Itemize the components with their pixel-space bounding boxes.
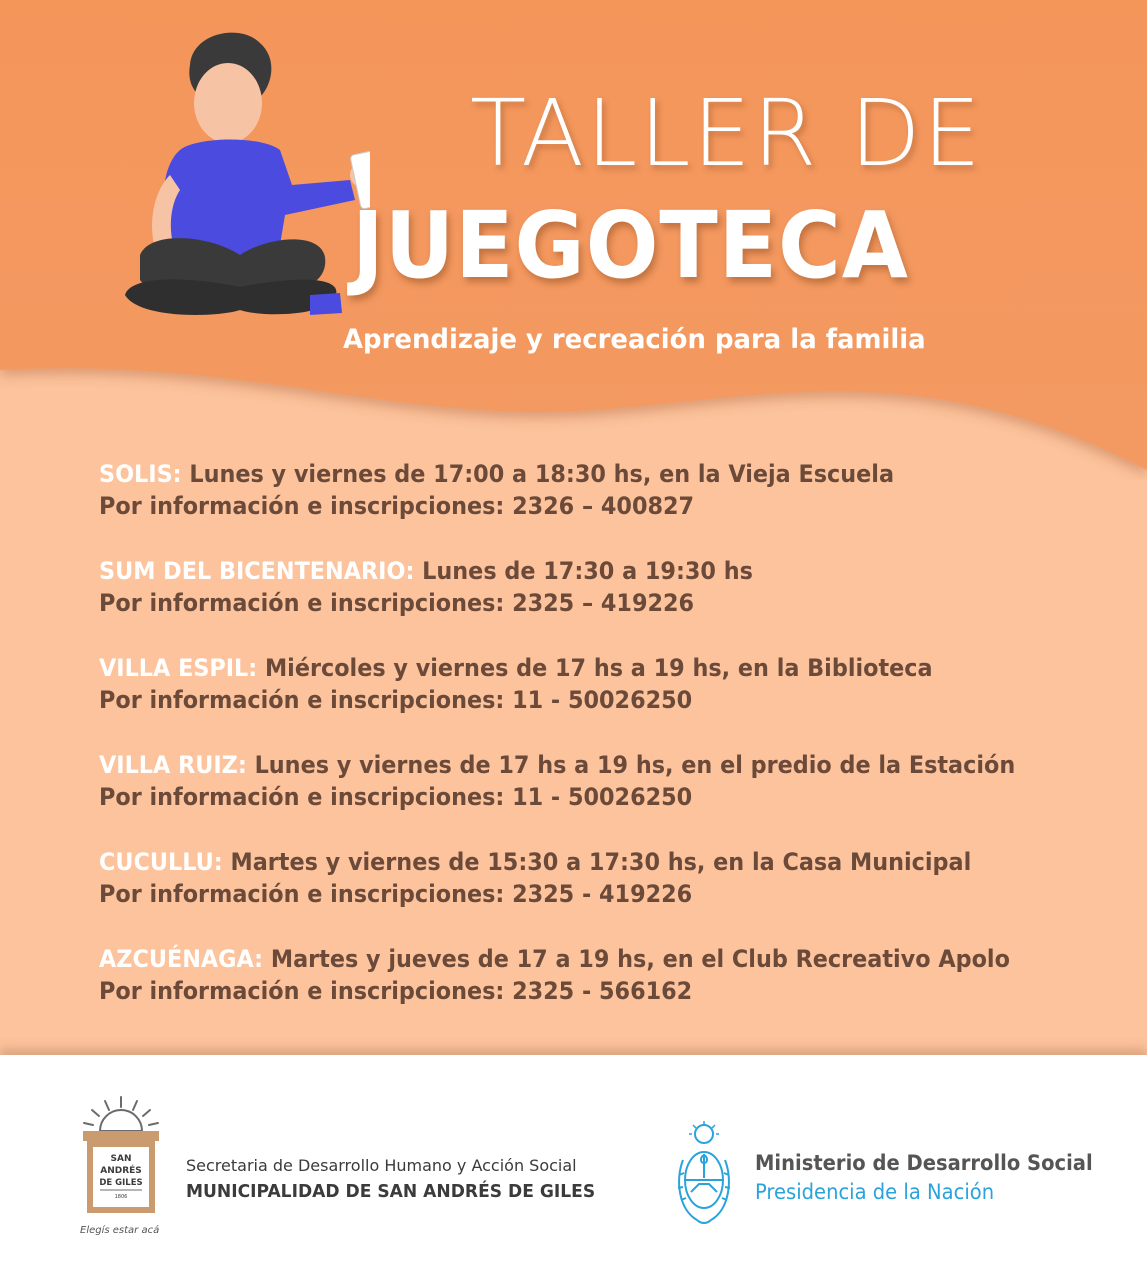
schedule-detail: Martes y jueves de 17 a 19 hs, en el Club Recreativo Apolo [270, 945, 1010, 973]
schedule-detail-line [99, 749, 1029, 781]
schedule-entry-cucullu [99, 846, 1099, 910]
contact-line: Por información e inscripciones: 11 - 50026250 [99, 686, 693, 714]
presidencia-text: Presidencia de la Nación [755, 1180, 995, 1204]
schedule-entry-azcuenaga [99, 943, 1099, 1007]
child-playing-illustration [110, 25, 370, 335]
schedule-detail: Lunes y viernes de 17 hs a 19 hs, en el predio de la Estación [254, 751, 1016, 779]
schedule-entry-villa-espil [99, 652, 1099, 716]
contact-line: Por información e inscripciones: 11 - 50026250 [99, 783, 693, 811]
schedule-detail: Lunes de 17:30 a 19:30 hs [422, 557, 753, 585]
contact-line: Por información e inscripciones: 2325 - 566162 [99, 977, 693, 1005]
title-line-1: TALLER DE [470, 80, 983, 187]
schedule-detail-line [99, 652, 1029, 684]
schedule-entry-sum-del-bicentenario [99, 555, 1099, 619]
place-name: SOLIS: [99, 460, 182, 488]
logo-caption: Elegís estar acá [80, 1225, 160, 1236]
contact-line: Por información e inscripciones: 2325 - 419226 [99, 880, 693, 908]
schedule-detail-line [99, 555, 1029, 587]
national-coat-of-arms-icon [675, 1120, 733, 1230]
municipalidad-text: MUNICIPALIDAD DE SAN ANDRÉS DE GILES [186, 1181, 596, 1202]
ministerio-text: Ministerio de Desarrollo Social [755, 1151, 1093, 1175]
place-name: AZCUÉNAGA: [99, 945, 264, 973]
child-face [194, 63, 262, 143]
footer [0, 1055, 1147, 1280]
schedule-detail-line [99, 943, 1029, 975]
title-line-2: JUEGOTECA [352, 192, 909, 299]
san-andres-de-giles-logo [80, 1095, 162, 1225]
logo-text-2: ANDRÉS [100, 1166, 142, 1176]
place-name: VILLA RUIZ: [99, 751, 247, 779]
schedule-detail-line [99, 458, 1029, 490]
schedule-detail-line [99, 846, 1029, 878]
logo-text-1: SAN [110, 1154, 132, 1164]
contact-line: Por información e inscripciones: 2325 – 419226 [99, 589, 695, 617]
logo-year: 1806 [114, 1194, 128, 1200]
logo-text-3: DE GILES [99, 1178, 143, 1188]
subtitle: Aprendizaje y recreación para la familia [343, 324, 926, 355]
schedule-entry-villa-ruiz [99, 749, 1099, 813]
schedule-detail: Miércoles y viernes de 17 hs a 19 hs, en la Biblioteca [264, 654, 933, 682]
schedule-detail: Martes y viernes de 15:30 a 17:30 hs, en la Casa Municipal [230, 848, 972, 876]
schedule-list [99, 458, 1099, 1040]
secretaria-text: Secretaria de Desarrollo Humano y Acción Social [186, 1156, 577, 1175]
contact-line: Por información e inscripciones: 2326 – 400827 [99, 492, 695, 520]
schedule-entry-solis [99, 458, 1099, 522]
schedule-detail: Lunes y viernes de 17:00 a 18:30 hs, en la Vieja Escuela [189, 460, 895, 488]
place-name: CUCULLU: [99, 848, 223, 876]
place-name: VILLA ESPIL: [99, 654, 258, 682]
place-name: SUM DEL BICENTENARIO: [99, 557, 415, 585]
